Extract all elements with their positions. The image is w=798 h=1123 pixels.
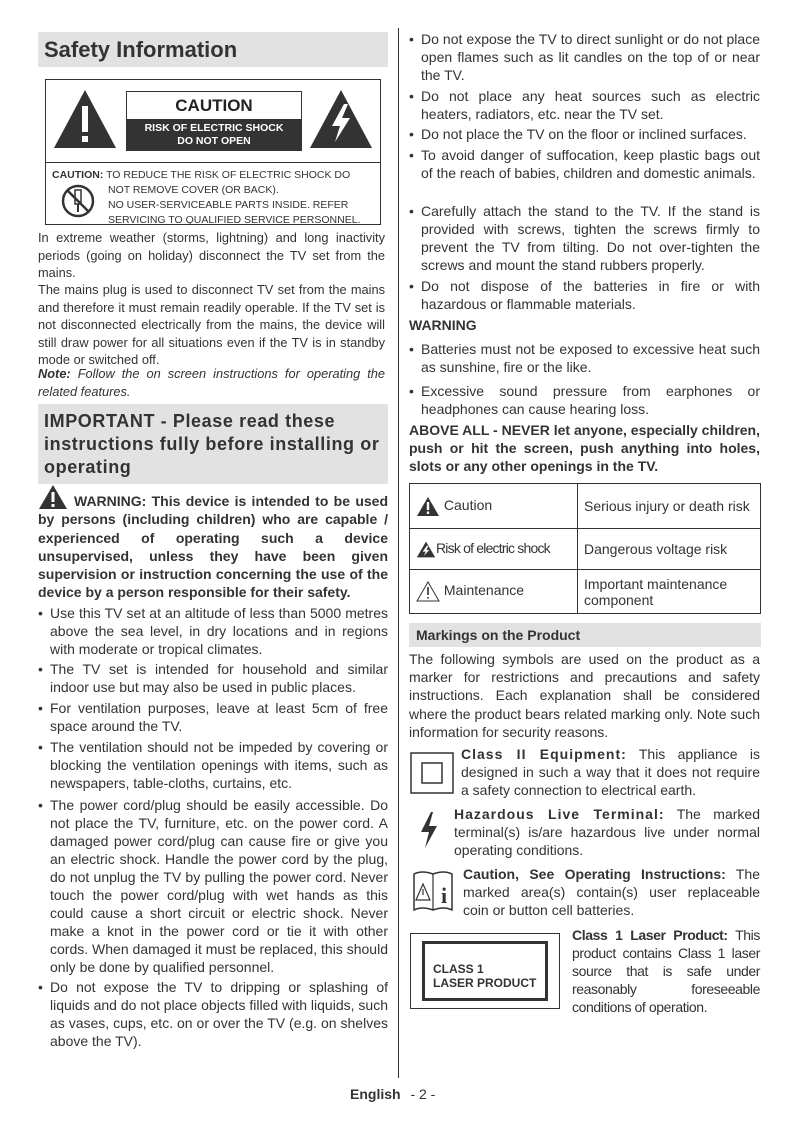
class-ii-paragraph	[461, 745, 760, 799]
class-ii-title: Class II Equipment:	[461, 746, 627, 762]
list-item: • Do not dispose of the batteries in fire or with hazardous or flammable materials.	[409, 278, 760, 312]
list-item: • Do not place any heat sources such as electric heaters, radiators, etc. near the TV set.	[409, 88, 760, 122]
hazard-text: The marked terminal(s) is/are hazardous live under normal operating conditions.	[454, 806, 760, 858]
list-item: • Batteries must not be exposed to excessive heat such as sunshine, fire or the like.	[409, 341, 760, 375]
svg-text:i: i	[441, 883, 448, 908]
caution-banner-line: DO NOT OPEN	[177, 135, 251, 147]
caution-instructions-title: Caution, See Operating Instructions:	[463, 866, 726, 882]
list-item: • Use this TV set at an altitude of less than 5000 metres above the sea level, in dry locations and in regions with moderate or tropical climates.	[38, 605, 388, 657]
legend-description: Serious injury or death risk	[578, 484, 761, 529]
legend-label: Maintenance	[443, 582, 525, 599]
list-item: • Carefully attach the stand to the TV. If the stand is provided with screws, tighten the screws firmly to prevent the TV from tilting. Do not over-tighten the screws and mount the stand rubbers properly.	[409, 203, 760, 273]
class-ii-text: This appliance is designed in such a way that it does not require a safety connection to electrical earth.	[461, 746, 760, 798]
shock-triangle-icon	[416, 539, 436, 560]
paragraph-extreme-weather: In extreme weather (storms, lightning) and long inactivity periods (going on holiday) disconnect the TV set from the mains.	[38, 230, 385, 280]
caution-divider	[46, 162, 380, 163]
hazardous-live-icon	[418, 812, 440, 848]
caution-line: SERVICING TO QUALIFIED SERVICE PERSONNEL.	[108, 214, 361, 226]
list-item: • The TV set is intended for household and similar indoor use but may also be used in public places.	[38, 661, 388, 695]
legend-label: Caution	[443, 496, 493, 513]
caution-instructions-text: The marked area(s) contain(s) user replaceable coin or button cell batteries.	[463, 866, 760, 918]
page-title: Safety Information	[44, 37, 238, 62]
legend-symbol-cell	[410, 484, 578, 529]
list-item: • The ventilation should not be impeded by covering or blocking the ventilation openings with items, such as newspapers, table-cloths, curtains, etc.	[38, 739, 388, 791]
column-divider	[398, 28, 399, 1078]
legend-symbol-cell	[410, 570, 578, 614]
list-item: • To avoid danger of suffocation, keep plastic bags out of the reach of babies, children and domestic animals.	[409, 147, 760, 181]
laser-label-line: CLASS 1	[433, 962, 484, 976]
above-all-paragraph: ABOVE ALL - NEVER let anyone, especially children, push or hit the screen, push anything into holes, slots or any other openings in the TV.	[409, 422, 760, 474]
footer-language: English	[350, 1086, 401, 1102]
caution-instructions-paragraph	[463, 865, 760, 919]
list-item: • For ventilation purposes, leave at least 5cm of free space around the TV.	[38, 700, 388, 734]
see-instructions-icon	[410, 868, 456, 914]
table-row	[410, 529, 761, 570]
warning-heading: WARNING	[409, 317, 477, 333]
caution-prefix: CAUTION:	[52, 169, 104, 181]
legend-description: Dangerous voltage risk	[578, 529, 761, 570]
legend-description: Important maintenance component	[578, 570, 761, 614]
laser-paragraph	[572, 926, 760, 1016]
caution-center-box	[126, 91, 302, 151]
list-item: • Do not expose the TV to dripping or splashing of liquids and do not place objects filled with liquids, such as vases, cups, etc. on or over the TV (e.g. on shelves above the TV).	[38, 979, 388, 1049]
important-heading: IMPORTANT - Please read these instructions fully before installing or operating	[44, 411, 380, 477]
laser-label-line: LASER PRODUCT	[433, 976, 537, 990]
no-screwdriver-icon	[60, 183, 96, 219]
hazard-paragraph	[454, 805, 760, 859]
legend-symbol-cell	[410, 529, 578, 570]
caution-banner-line: RISK OF ELECTRIC SHOCK	[144, 122, 284, 134]
note-label: Note:	[38, 366, 71, 381]
table-row	[410, 570, 761, 614]
table-row	[410, 484, 761, 529]
note-text: Follow the on screen instructions for operating the related features.	[38, 366, 385, 399]
caution-heading: CAUTION	[175, 96, 253, 115]
hazard-title: Hazardous Live Terminal:	[454, 806, 665, 822]
list-item: • The power cord/plug should be easily accessible. Do not place the TV, furniture, etc. on the power cord. A damaged power cord/plug can cause fire or give you an electric shock. Handle the power cord by the plug, do not unplug the TV by pulling the power cord. Never touch the power cord/plug with wet hands as this could cause a short circuit or electric shock. Never make a knot in the power cord or tie it with other cords. When damaged it must be replaced, this should only be done by qualified personnel.	[38, 797, 388, 975]
laser-text: This product contains Class 1 laser source that is safe under reasonably foreseeable conditions of operation.	[572, 927, 760, 1015]
paragraph-mains-plug: The mains plug is used to disconnect TV set from the mains and therefore it must remain readily operable. If the TV set is not disconnected electrically from the mains, the device will still draw power for all situations even if the TV is in standby mode or switched off.	[38, 282, 385, 367]
caution-text	[52, 168, 360, 228]
exclamation-triangle-icon	[52, 88, 118, 150]
laser-title: Class 1 Laser Product:	[572, 927, 728, 943]
list-item: • Do not expose the TV to direct sunlight or do not place open flames such as lit candles on the top of or near the TV.	[409, 31, 760, 83]
caution-line: NOT REMOVE COVER (OR BACK).	[108, 184, 279, 196]
page-number: - 2 -	[410, 1086, 436, 1102]
caution-triangle-icon	[416, 496, 440, 517]
laser-label-inner	[422, 941, 548, 1001]
legend-label: Risk of electric shock	[436, 539, 550, 556]
note-paragraph	[38, 365, 385, 400]
warning-paragraph: WARNING: This device is intended to be used by persons (including children) who are capable / experienced of operating such a device unsupervised, unless they have been given supervision or instruction concerning the use of the device by a person responsible for their safety.	[38, 493, 388, 601]
section-header-safety	[38, 32, 388, 67]
markings-header	[409, 623, 761, 647]
lightning-triangle-icon	[308, 88, 374, 150]
caution-line: TO REDUCE THE RISK OF ELECTRIC SHOCK DO	[106, 169, 351, 181]
list-item: • Excessive sound pressure from earphones or headphones can cause hearing loss.	[409, 383, 760, 417]
symbol-legend-table	[409, 483, 761, 614]
markings-title: Markings on the Product	[416, 627, 581, 643]
caution-banner	[127, 119, 301, 150]
caution-line: NO USER-SERVICEABLE PARTS INSIDE. REFER	[108, 199, 349, 211]
list-item: • Do not place the TV on the floor or inclined surfaces.	[409, 126, 747, 142]
important-header	[38, 404, 388, 484]
caution-label-box	[45, 79, 381, 225]
page-footer	[350, 1086, 435, 1102]
maintenance-triangle-icon	[416, 581, 440, 602]
laser-product-label	[410, 933, 560, 1009]
markings-intro: The following symbols are used on the product as a marker for restrictions and precautions and safety instructions. Each explanation shall be considered where the product bears related marking only. Note such information for security reasons.	[409, 651, 760, 740]
class-ii-icon	[410, 752, 454, 794]
